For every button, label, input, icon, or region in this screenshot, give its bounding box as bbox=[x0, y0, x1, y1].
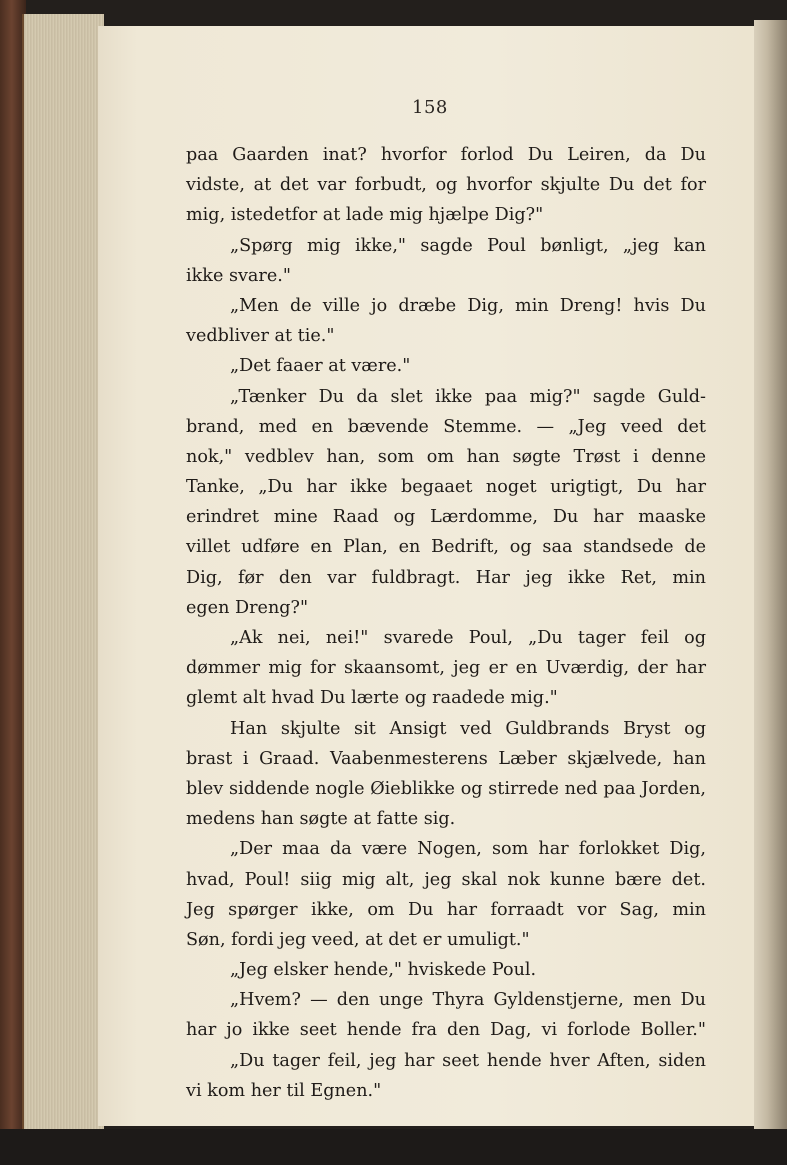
background-shadow bbox=[0, 1129, 787, 1165]
text-line: „Ak nei, nei!" svarede Poul, „Du tager feil og bbox=[230, 628, 706, 648]
text-line: vi kom her til Egnen." bbox=[186, 1080, 382, 1101]
text-line: ikke svare." bbox=[186, 265, 291, 286]
text-line: glemt alt hvad Du lærte og raadede mig." bbox=[186, 688, 558, 709]
text-line: Søn, fordi jeg veed, at det er umuligt." bbox=[186, 929, 530, 950]
text-line: vedbliver at tie." bbox=[186, 326, 335, 347]
page-number: 158 bbox=[412, 97, 448, 118]
text-line: „Spørg mig ikke," sagde Poul bønligt, „jeg kan bbox=[230, 235, 706, 256]
text-line: Jeg spørger ikke, om Du har forraadt vor Sag, min bbox=[186, 899, 706, 920]
text-line: har jo ikke seet hende fra den Dag, vi forlode Boller." bbox=[186, 1020, 706, 1041]
text-line: blev siddende nogle Øieblikke og stirrede ned paa Jorden, bbox=[186, 778, 706, 799]
text-line: „Det faaer at være." bbox=[230, 356, 411, 377]
text-line: vidste, at det var forbudt, og hvorfor skjulte Du det for bbox=[186, 175, 706, 196]
text-line: hvad, Poul! siig mig alt, jeg skal nok kunne bære det. bbox=[186, 869, 706, 890]
text-line: dømmer mig for skaansomt, jeg er en Uværdig, der har bbox=[186, 658, 706, 679]
text-line: Han skjulte sit Ansigt ved Guldbrands Bryst og bbox=[230, 718, 706, 739]
text-line: brand, med en bævende Stemme. — „Jeg veed det bbox=[186, 416, 706, 437]
text-line: nok," vedblev han, som om han søgte Trøst i denne bbox=[186, 446, 706, 467]
text-line: „Tænker Du da slet ikke paa mig?" sagde Guld- bbox=[230, 386, 706, 407]
body-text bbox=[186, 140, 706, 1106]
facing-page-edge bbox=[754, 20, 787, 1135]
text-line: egen Dreng?" bbox=[186, 597, 309, 618]
text-line: medens han søgte at fatte sig. bbox=[186, 809, 456, 830]
text-line: „Men de ville jo dræbe Dig, min Dreng! hvis Du bbox=[230, 295, 706, 316]
text-line: Tanke, „Du har ikke begaaet noget urigtigt, Du har bbox=[186, 477, 706, 498]
text-line: „Hvem? — den unge Thyra Gyldenstjerne, men Du bbox=[230, 990, 706, 1011]
text-line: „Du tager feil, jeg har seet hende hver Aften, siden bbox=[230, 1050, 706, 1071]
text-line: „Jeg elsker hende," hviskede Poul. bbox=[230, 960, 537, 981]
text-line: „Der maa da være Nogen, som har forlokket Dig, bbox=[230, 839, 706, 860]
text-line: mig, istedetfor at lade mig hjælpe Dig?" bbox=[186, 205, 544, 226]
text-line: villet udføre en Plan, en Bedrift, og saa standsede de bbox=[186, 537, 706, 558]
text-line: paa Gaarden inat? hvorfor forlod Du Leiren, da Du bbox=[186, 145, 706, 165]
text-line: erindret mine Raad og Lærdomme, Du har maaske bbox=[186, 507, 706, 528]
page-stack-edge bbox=[22, 14, 104, 1129]
text-line: Dig, før den var fuldbragt. Har jeg ikke Ret, min bbox=[186, 567, 706, 588]
text-line: brast i Graad. Vaabenmesterens Læber skjælvede, han bbox=[186, 748, 706, 769]
